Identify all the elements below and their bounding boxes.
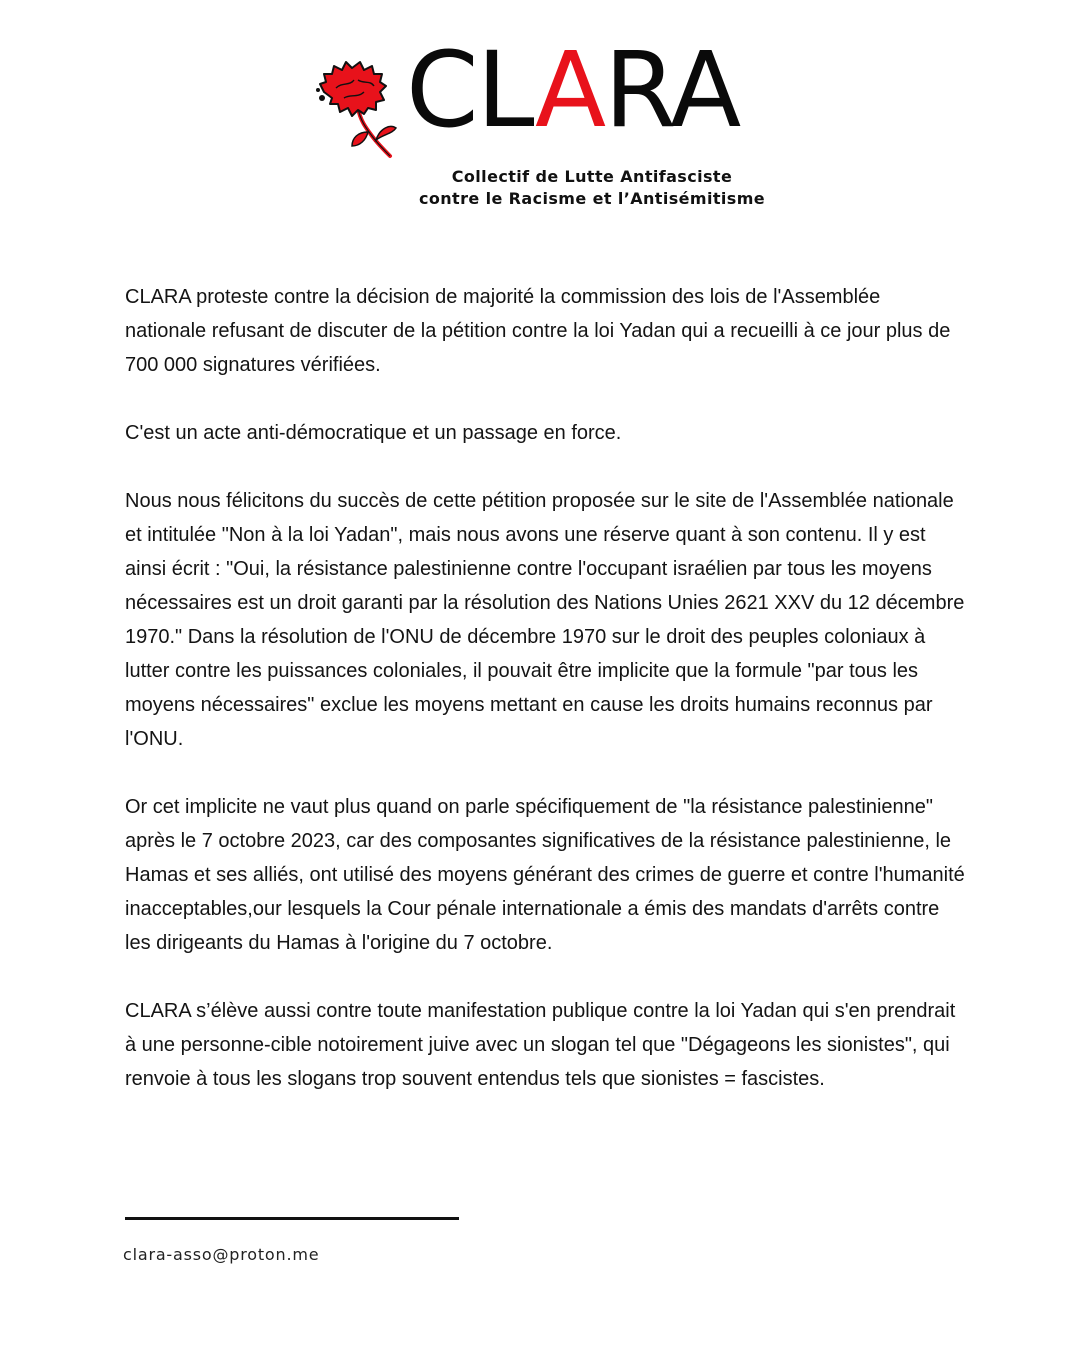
statement-body [125, 280, 965, 1130]
logo-word-accent-letter: A [534, 29, 605, 151]
subtitle-line-1: Collectif de Lutte Antifasciste [451, 167, 733, 186]
logo-word-part1: CL [406, 29, 535, 151]
paragraph-anti-democratic: C'est un acte anti-démocratique et un passage en force. [125, 422, 622, 444]
logo-word-part2: RA [604, 29, 740, 151]
subtitle-line-2: contre le Racisme et l’Antisémitisme [418, 189, 766, 208]
contact-email[interactable]: clara-asso@proton.me [123, 1245, 320, 1264]
paragraph-slogans: CLARA s’élève aussi contre toute manifestation publique contre la loi Yadan qui s'en prendrait à une personne-cible notoirement juive avec un slogan tel que "Dégageons les sionistes", qui renvoie à tous les slogans trop souvent entendus tels que sionistes = fascistes. [125, 1000, 956, 1090]
header [0, 0, 1080, 230]
paragraph-october-7: Or cet implicite ne vaut plus quand on parle spécifiquement de "la résistance palestinienne" après le 7 octobre 2023, car des composantes significatives de la résistance palestinienne, le Hamas et ses alliés, ont utilisé des moyens générant des crimes de guerre et contre l'humanité inacceptables,our lesquels la Cour pénale internationale a émis des mandats d'arrêts contre les dirigeants du Hamas à l'origine du 7 octobre. [125, 796, 965, 954]
carnation-flower-icon [314, 58, 398, 160]
organization-subtitle [400, 166, 784, 210]
paragraph-petition-reservation: Nous nous félicitons du succès de cette pétition proposée sur le site de l'Assemblée nationale et intitulée "Non à la loi Yadan", mais nous avons une réserve quant à son contenu. Il y est ainsi écrit : "Oui, la résistance palestinienne contre l'occupant israélien par tous les moyens nécessaires est un droit garanti par la résolution des Nations Unies 2621 XXV du 12 décembre 1970." Dans la résolution de l'ONU de décembre 1970 sur le droit des peuples coloniaux à lutter contre les puissances coloniales, il pouvait être implicite que la formule "par tous les moyens nécessaires" exclue les moyens mettant en cause les droits humains reconnus par l'ONU. [125, 490, 965, 750]
paragraph-petition-refusal: CLARA proteste contre la décision de majorité la commission des lois de l'Assemblée nationale refusant de discuter de la pétition contre la loi Yadan qui a recueilli à ce jour plus de 700 000 signatures vérifiées. [125, 286, 951, 376]
footer-divider [125, 1217, 459, 1220]
logo-wordmark [406, 29, 740, 151]
